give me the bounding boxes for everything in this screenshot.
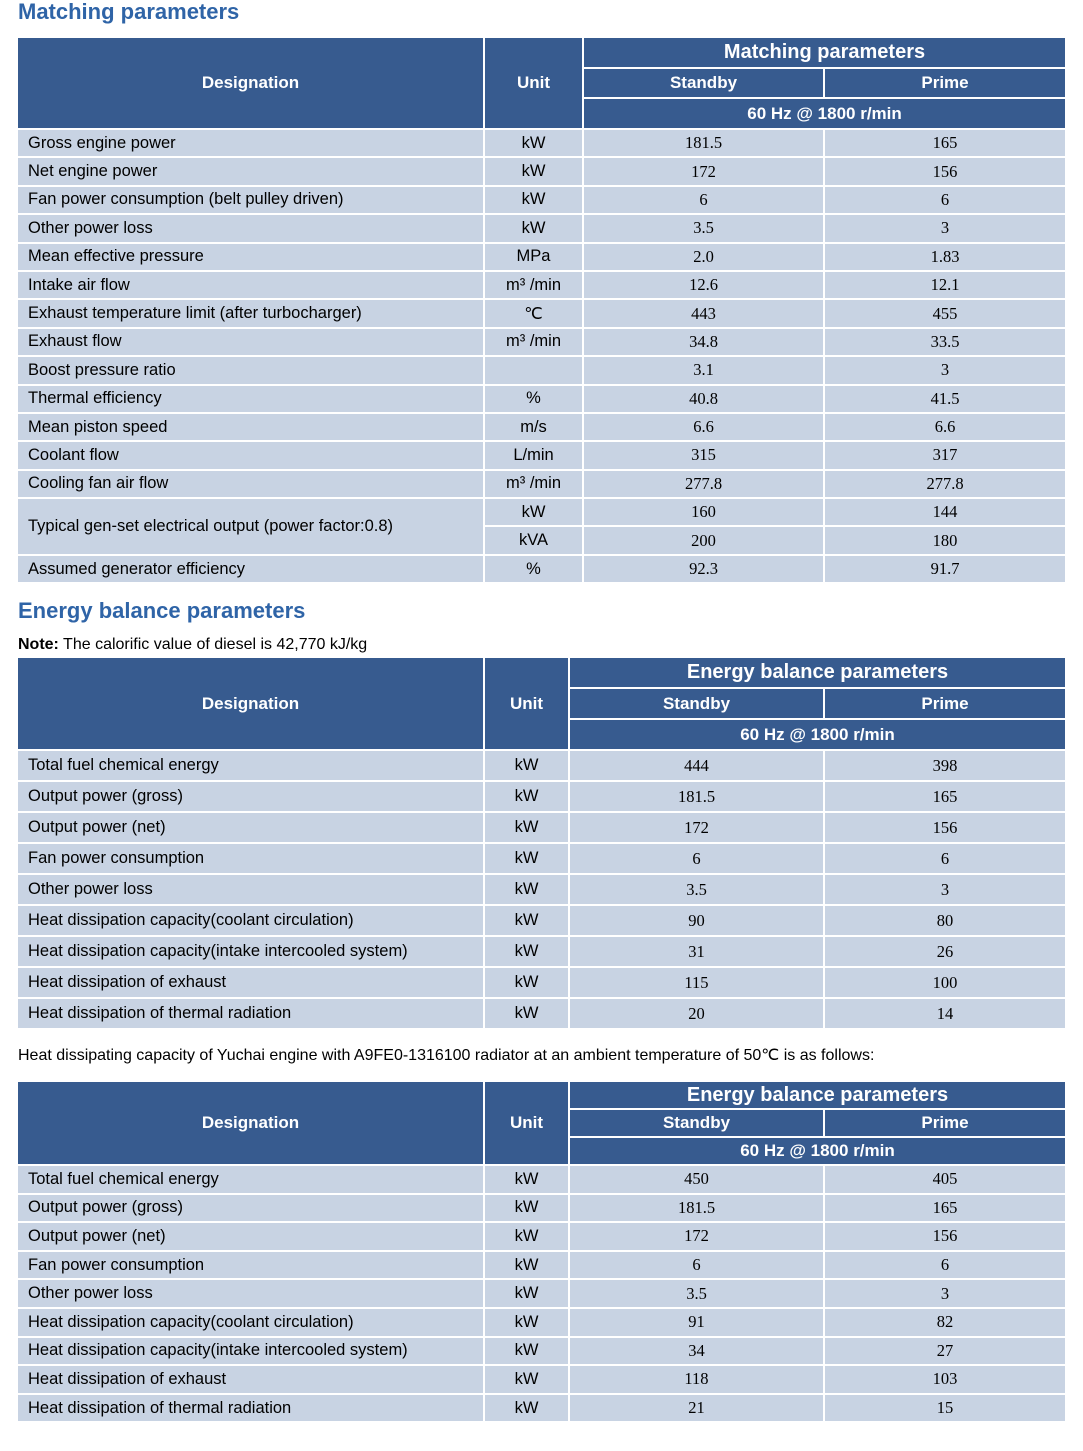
row-standby-value: 34.8 (583, 328, 824, 356)
table-row (17, 413, 1066, 441)
row-designation: Exhaust flow (17, 328, 484, 356)
row-designation: Heat dissipation capacity(coolant circulation) (17, 1308, 484, 1337)
table-row (17, 385, 1066, 413)
row-standby-value: 6 (569, 1251, 824, 1280)
table-row (17, 271, 1066, 299)
row-designation: Output power (gross) (17, 1194, 484, 1223)
row-standby-value: 443 (583, 299, 824, 327)
row-standby-value: 3.5 (569, 1279, 824, 1308)
row-designation: Net engine power (17, 157, 484, 185)
table-row (17, 750, 1066, 781)
row-designation: Mean piston speed (17, 413, 484, 441)
row-unit: MPa (484, 243, 583, 271)
table-row (17, 470, 1066, 498)
row-prime-value: 12.1 (824, 271, 1066, 299)
row-prime-value: 3 (824, 1279, 1066, 1308)
group-header: Energy balance parameters (569, 1081, 1066, 1109)
row-designation: Coolant flow (17, 441, 484, 469)
energy-section-title: Energy balance parameters (18, 598, 306, 623)
row-prime-value: 156 (824, 812, 1066, 843)
row-standby-value: 2.0 (583, 243, 824, 271)
row-standby-value: 444 (569, 750, 824, 781)
row-designation: Total fuel chemical energy (17, 750, 484, 781)
row-standby-value: 118 (569, 1365, 824, 1394)
row-designation: Heat dissipation of thermal radiation (17, 998, 484, 1029)
row-unit: kW (484, 812, 569, 843)
row-standby-value: 21 (569, 1394, 824, 1423)
row-prime-value: 3 (824, 874, 1066, 905)
row-designation: Boost pressure ratio (17, 356, 484, 384)
row-standby-value: 6.6 (583, 413, 824, 441)
row-unit: L/min (484, 441, 583, 469)
calorific-note (18, 637, 367, 653)
row-unit: kW (484, 936, 569, 967)
row-unit: kW (484, 1337, 569, 1366)
row-standby-value: 277.8 (583, 470, 824, 498)
row-unit: kW (484, 781, 569, 812)
table-row (17, 1365, 1066, 1394)
row-prime-value: 156 (824, 157, 1066, 185)
row-standby-value: 3.5 (583, 214, 824, 242)
row-designation: Other power loss (17, 874, 484, 905)
row-unit: kW (484, 157, 583, 185)
condition-header: 60 Hz @ 1800 r/min (583, 98, 1066, 129)
row-unit: kW (484, 498, 583, 526)
row-designation: Heat dissipation capacity(intake intercooled system) (17, 1337, 484, 1366)
row-prime-value: 405 (824, 1165, 1066, 1194)
row-standby-value: 90 (569, 905, 824, 936)
table-row (17, 129, 1066, 157)
row-designation: Cooling fan air flow (17, 470, 484, 498)
row-designation: Other power loss (17, 214, 484, 242)
row-prime-value: 27 (824, 1337, 1066, 1366)
table-row (17, 874, 1066, 905)
row-unit: kVA (484, 526, 583, 554)
row-unit: m³ /min (484, 271, 583, 299)
table-row (17, 214, 1066, 242)
table-row (17, 356, 1066, 384)
row-standby-value: 91 (569, 1308, 824, 1337)
row-prime-value: 1.83 (824, 243, 1066, 271)
row-prime-value: 41.5 (824, 385, 1066, 413)
row-designation: Heat dissipation of exhaust (17, 1365, 484, 1394)
row-unit: kW (484, 1165, 569, 1194)
row-unit: kW (484, 186, 583, 214)
standby-header: Standby (569, 688, 824, 719)
row-unit: kW (484, 750, 569, 781)
row-prime-value: 156 (824, 1222, 1066, 1251)
prime-header: Prime (824, 1109, 1066, 1137)
row-designation: Heat dissipation capacity(coolant circulation) (17, 905, 484, 936)
table-row (17, 441, 1066, 469)
table-row (17, 328, 1066, 356)
row-standby-value: 172 (569, 1222, 824, 1251)
row-prime-value: 398 (824, 750, 1066, 781)
row-standby-value: 315 (583, 441, 824, 469)
condition-header: 60 Hz @ 1800 r/min (569, 719, 1066, 750)
row-prime-value: 15 (824, 1394, 1066, 1423)
row-prime-value: 6.6 (824, 413, 1066, 441)
note-label: Note: (18, 636, 59, 653)
row-prime-value: 103 (824, 1365, 1066, 1394)
prime-header: Prime (824, 688, 1066, 719)
row-designation: Heat dissipation capacity(intake intercooled system) (17, 936, 484, 967)
table-row (17, 1337, 1066, 1366)
standby-header: Standby (583, 68, 824, 98)
row-designation: Output power (net) (17, 1222, 484, 1251)
row-prime-value: 26 (824, 936, 1066, 967)
table-row (17, 1222, 1066, 1251)
row-unit: kW (484, 998, 569, 1029)
row-standby-value: 92.3 (583, 555, 824, 583)
row-unit: m³ /min (484, 470, 583, 498)
table-row (17, 781, 1066, 812)
row-unit: m/s (484, 413, 583, 441)
row-designation: Output power (gross) (17, 781, 484, 812)
row-standby-value: 6 (583, 186, 824, 214)
row-prime-value: 80 (824, 905, 1066, 936)
row-standby-value: 3.1 (583, 356, 824, 384)
unit-header: Unit (484, 37, 583, 129)
row-standby-value: 40.8 (583, 385, 824, 413)
row-unit: kW (484, 843, 569, 874)
row-standby-value: 31 (569, 936, 824, 967)
row-standby-value: 3.5 (569, 874, 824, 905)
row-standby-value: 181.5 (569, 1194, 824, 1223)
group-header: Matching parameters (583, 37, 1066, 68)
row-unit: kW (484, 967, 569, 998)
table-row (17, 555, 1066, 583)
designation-header: Designation (17, 37, 484, 129)
row-standby-value: 181.5 (583, 129, 824, 157)
table-row (17, 1251, 1066, 1280)
row-unit: kW (484, 1394, 569, 1423)
row-prime-value: 33.5 (824, 328, 1066, 356)
designation-header: Designation (17, 1081, 484, 1165)
table-row (17, 936, 1066, 967)
row-designation: Intake air flow (17, 271, 484, 299)
row-unit: kW (484, 1194, 569, 1223)
group-header: Energy balance parameters (569, 657, 1066, 688)
row-unit: % (484, 385, 583, 413)
row-standby-value: 34 (569, 1337, 824, 1366)
row-standby-value: 200 (583, 526, 824, 554)
matching-section-title: Matching parameters (18, 0, 240, 24)
row-unit: kW (484, 1222, 569, 1251)
table-row (17, 157, 1066, 185)
energy-balance-table (16, 656, 1067, 1030)
table-row (17, 967, 1066, 998)
note-text: The calorific value of diesel is 42,770 kJ/kg (58, 636, 368, 653)
row-unit: kW (484, 905, 569, 936)
table-row (17, 243, 1066, 271)
row-unit: kW (484, 129, 583, 157)
row-designation: Fan power consumption (belt pulley driven) (17, 186, 484, 214)
row-prime-value: 14 (824, 998, 1066, 1029)
row-standby-value: 12.6 (583, 271, 824, 299)
row-designation: Mean effective pressure (17, 243, 484, 271)
row-unit: kW (484, 874, 569, 905)
designation-header: Designation (17, 657, 484, 750)
row-standby-value: 160 (583, 498, 824, 526)
row-prime-value: 6 (824, 186, 1066, 214)
row-standby-value: 115 (569, 967, 824, 998)
row-unit: kW (484, 214, 583, 242)
row-prime-value: 91.7 (824, 555, 1066, 583)
table-row (17, 843, 1066, 874)
row-prime-value: 100 (824, 967, 1066, 998)
table-row (17, 186, 1066, 214)
row-designation: Other power loss (17, 1279, 484, 1308)
row-standby-value: 6 (569, 843, 824, 874)
table-row (17, 998, 1066, 1029)
table-row (17, 1165, 1066, 1194)
table-row (17, 1308, 1066, 1337)
row-prime-value: 3 (824, 214, 1066, 242)
row-unit: ℃ (484, 299, 583, 327)
radiator-energy-balance-table (16, 1080, 1067, 1423)
row-standby-value: 172 (583, 157, 824, 185)
row-unit: kW (484, 1251, 569, 1280)
row-prime-value: 165 (824, 1194, 1066, 1223)
row-designation: Output power (net) (17, 812, 484, 843)
table-row (17, 905, 1066, 936)
table-row (17, 1194, 1066, 1223)
row-prime-value: 277.8 (824, 470, 1066, 498)
row-prime-value: 6 (824, 843, 1066, 874)
row-prime-value: 6 (824, 1251, 1066, 1280)
table-row (17, 299, 1066, 327)
row-unit: m³ /min (484, 328, 583, 356)
row-standby-value: 450 (569, 1165, 824, 1194)
row-standby-value: 20 (569, 998, 824, 1029)
table-row (17, 1394, 1066, 1423)
row-designation: Fan power consumption (17, 843, 484, 874)
row-prime-value: 455 (824, 299, 1066, 327)
row-prime-value: 180 (824, 526, 1066, 554)
row-prime-value: 317 (824, 441, 1066, 469)
row-designation: Thermal efficiency (17, 385, 484, 413)
row-designation: Gross engine power (17, 129, 484, 157)
row-designation: Fan power consumption (17, 1251, 484, 1280)
row-designation: Total fuel chemical energy (17, 1165, 484, 1194)
table-row (17, 1279, 1066, 1308)
row-prime-value: 165 (824, 781, 1066, 812)
row-standby-value: 172 (569, 812, 824, 843)
genset-output-designation: Typical gen-set electrical output (power factor:0.8) (17, 498, 484, 555)
row-designation: Exhaust temperature limit (after turbocharger) (17, 299, 484, 327)
condition-header: 60 Hz @ 1800 r/min (569, 1137, 1066, 1165)
row-prime-value: 165 (824, 129, 1066, 157)
row-unit (484, 356, 583, 384)
row-standby-value: 181.5 (569, 781, 824, 812)
row-prime-value: 144 (824, 498, 1066, 526)
prime-header: Prime (824, 68, 1066, 98)
unit-header: Unit (484, 1081, 569, 1165)
standby-header: Standby (569, 1109, 824, 1137)
row-unit: kW (484, 1279, 569, 1308)
unit-header: Unit (484, 657, 569, 750)
row-designation: Heat dissipation of exhaust (17, 967, 484, 998)
row-unit: kW (484, 1365, 569, 1394)
table-row (17, 812, 1066, 843)
row-designation: Heat dissipation of thermal radiation (17, 1394, 484, 1423)
row-unit: kW (484, 1308, 569, 1337)
row-designation: Assumed generator efficiency (17, 555, 484, 583)
row-prime-value: 3 (824, 356, 1066, 384)
row-unit: % (484, 555, 583, 583)
radiator-note: Heat dissipating capacity of Yuchai engine with A9FE0-1316100 radiator at an ambient temperature of 50℃ is as follows: (18, 1047, 875, 1064)
row-prime-value: 82 (824, 1308, 1066, 1337)
matching-parameters-table (16, 36, 1067, 584)
table-row (17, 498, 1066, 526)
